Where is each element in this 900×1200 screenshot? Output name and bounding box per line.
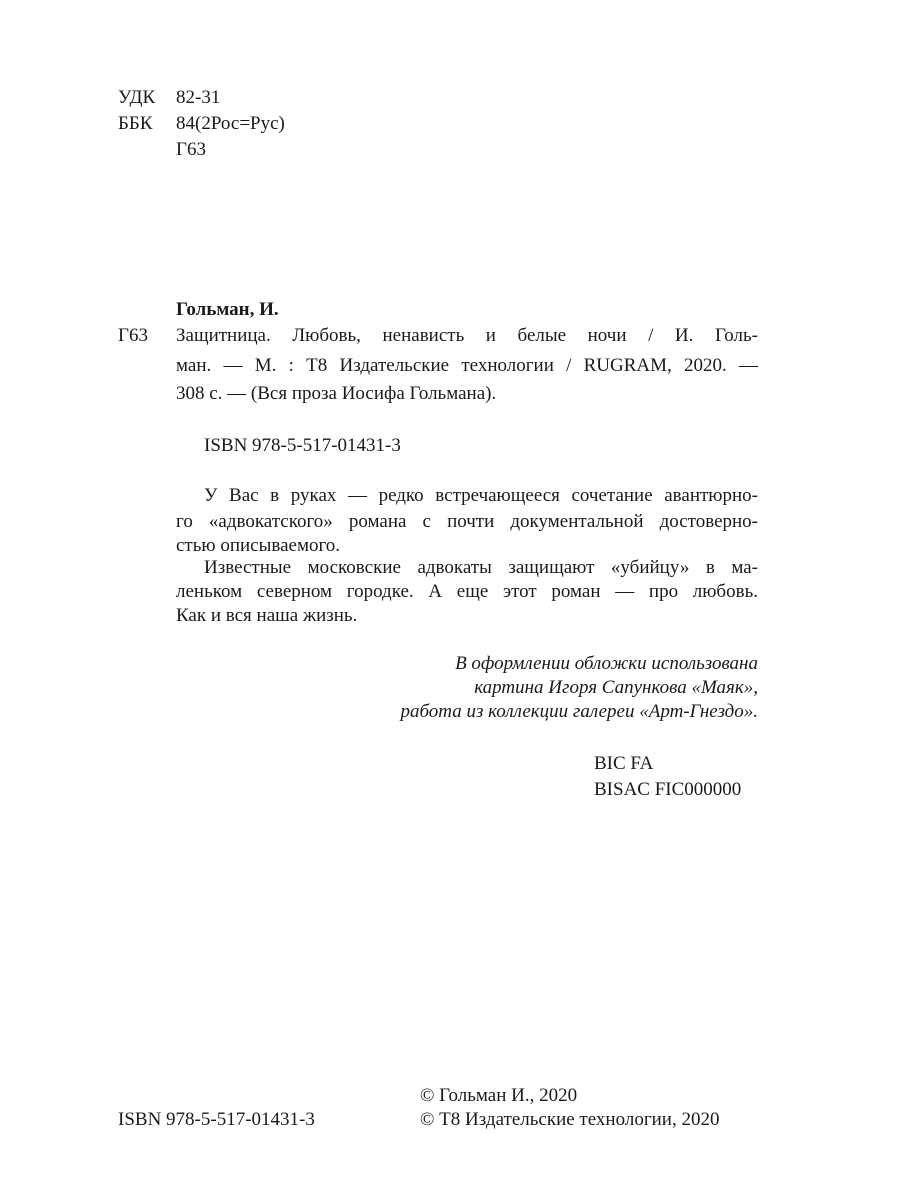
annotation-p1-line-2: го «адвокатского» романа с почти документальной достоверно- [176, 511, 758, 532]
bbk-label: ББК [118, 113, 153, 134]
cover-note-line-1: В оформлении обложки использована [455, 653, 758, 674]
description-line-1: Защитница. Любовь, ненависть и белые ночи / И. Голь- [176, 325, 758, 346]
annotation-p2-line-2: леньком северном городке. А еще этот роман — про любовь. [176, 581, 758, 602]
bisac-code: BISAC FIC000000 [594, 779, 742, 800]
copyright-author: © Гольман И., 2020 [420, 1085, 578, 1106]
copyright-publisher: © Т8 Издательские технологии, 2020 [420, 1109, 720, 1130]
cover-note-line-3: работа из коллекции галереи «Арт-Гнездо». [400, 701, 758, 722]
annotation-p1-line-1: У Вас в руках — редко встречающееся сочетание авантюрно- [204, 485, 758, 506]
record-isbn: ISBN 978-5-517-01431-3 [204, 435, 401, 456]
cover-note-line-2: картина Игоря Сапункова «Маяк», [474, 677, 758, 698]
description-line-3: 308 с. — (Вся проза Иосифа Гольмана). [176, 383, 497, 404]
udk-value: 82-31 [176, 87, 221, 108]
author-heading: Гольман, И. [176, 299, 279, 320]
footer-isbn: ISBN 978-5-517-01431-3 [118, 1109, 315, 1130]
author-mark-top: Г63 [176, 139, 206, 160]
udk-label: УДК [118, 87, 156, 108]
author-mark-record: Г63 [118, 325, 148, 346]
bbk-value: 84(2Рос=Рус) [176, 113, 285, 134]
annotation-p2-line-3: Как и вся наша жизнь. [176, 605, 358, 626]
bic-code: BIC FA [594, 753, 654, 774]
description-line-2: ман. — М. : Т8 Издательские технологии / RUGRAM, 2020. — [176, 355, 758, 376]
annotation-p1-line-3: стью описываемого. [176, 535, 341, 556]
annotation-p2-line-1: Известные московские адвокаты защищают «убийцу» в ма- [204, 557, 758, 578]
